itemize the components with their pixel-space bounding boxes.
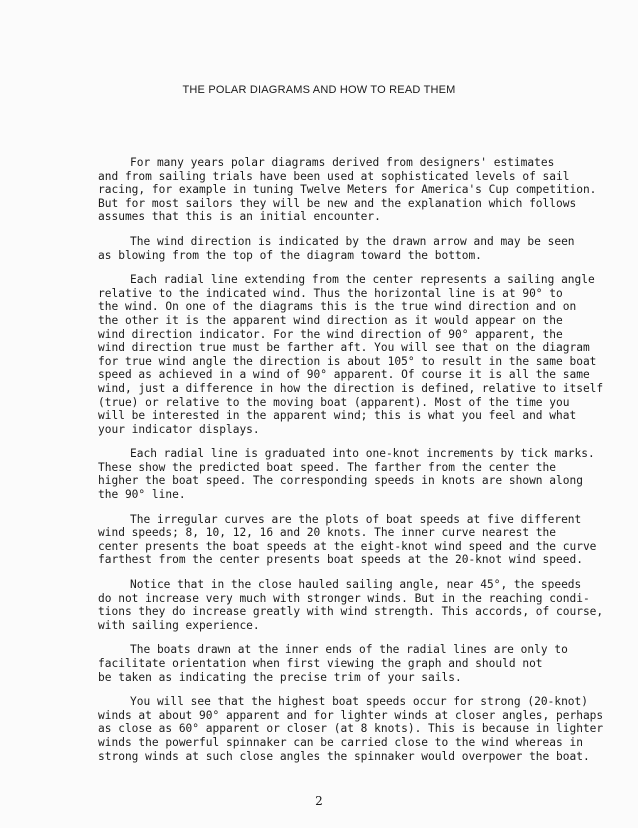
paragraph-text: For many years polar diagrams derived from designers' estimates and from sailing trials have been used at sophisticated levels of sail racing, for example in tuning Twelve Meters for America's Cup competition. But for most sailors they will be new and the explanation which follows assumes that this is an initial encounter.: [98, 156, 597, 224]
paragraph-text: The wind direction is indicated by the drawn arrow and may be seen as blowing from the top of the diagram toward the bottom.: [98, 234, 575, 262]
paragraph-text: The boats drawn at the inner ends of the radial lines are only to facilitate orientation when first viewing the graph and should not be taken as indicating the precise trim of your sails.: [98, 643, 568, 684]
paragraph-text: You will see that the highest boat speeds occur for strong (20-knot) winds at about 90° apparent and for lighter winds at closer angles, perhaps as close as 60° apparent or closer (at 8 knots). This is because in lighter winds the powerful spinnaker can be carried close to the wind whereas in strong winds at such close angles the spinnaker would overpower the boat.: [98, 695, 604, 763]
paragraph-highest-speeds: [98, 695, 608, 763]
paragraph-text: Each radial line extending from the center represents a sailing angle relative to the indicated wind. Thus the horizontal line is at 90° to the wind. On one of the diagrams this is the true wind direction and on the other it is the apparent wind direction as it would appear on the wind direction indicator. For the wind direction of 90° apparent, the wind direction true must be farther aft. You will see that on the diagram for true wind angle the direction is about 105° to result in the same boat speed as achieved in a wind of 90° apparent. Of course it is all the same wind, just a difference in how the direction is defined, relative to itself (true) or relative to the moving boat (apparent). Most of the time you will be interested in the apparent wind; this is what you feel and what your indicator displays.: [98, 273, 604, 436]
paragraph-close-hauled: [98, 578, 608, 632]
paragraph-intro: [98, 156, 608, 224]
paragraph-text: The irregular curves are the plots of boat speeds at five different wind speeds; 8, 10, 12, 16 and 20 knots. The inner curve nearest the center presents the boat speeds at the eight-knot wind speed and the curve farthest from the center presents boat speeds at the 20-knot wind speed.: [98, 512, 597, 567]
page-title: THE POLAR DIAGRAMS AND HOW TO READ THEM: [182, 84, 456, 96]
page-number: 2: [315, 794, 323, 808]
paragraph-radial-lines: [98, 273, 608, 436]
paragraph-wind-direction: [98, 235, 608, 262]
paragraph-boats: [98, 643, 608, 684]
paragraph-text: Notice that in the close hauled sailing angle, near 45°, the speeds do not increase very much with stronger winds. But in the reaching condi- tions they do increase greatly with wind strength. This accords, of course, with sailing experience.: [98, 578, 604, 632]
document-body: [98, 156, 608, 774]
paragraph-text: Each radial line is graduated into one-knot increments by tick marks. These show the predicted boat speed. The farther from the center the higher the boat speed. The corresponding speeds in knots are shown along the 90° line.: [98, 447, 595, 502]
paragraph-tick-marks: [98, 447, 608, 501]
paragraph-curves: [98, 513, 608, 567]
